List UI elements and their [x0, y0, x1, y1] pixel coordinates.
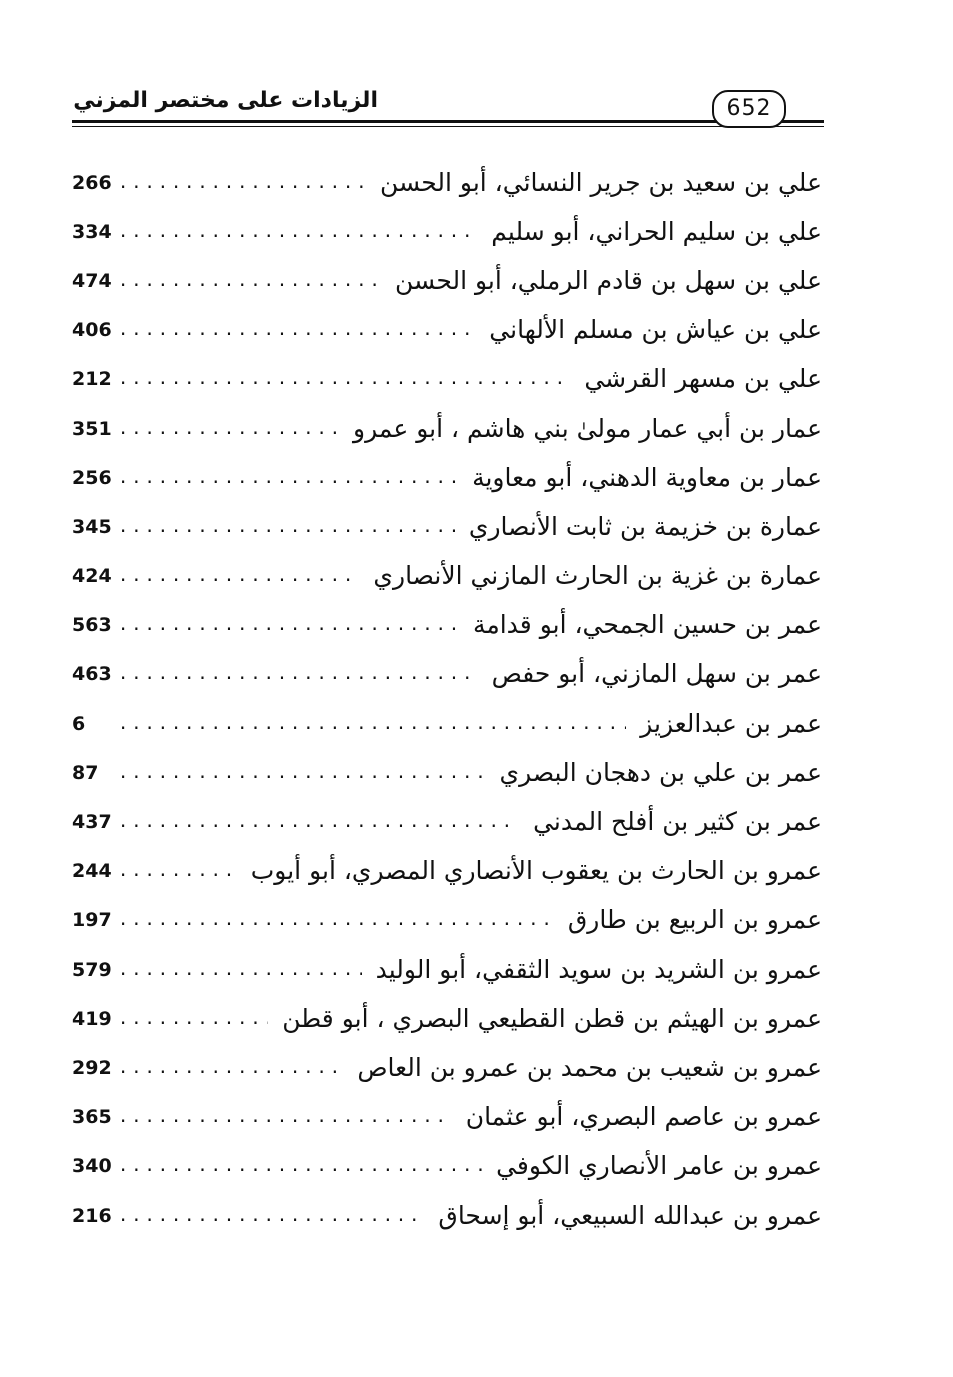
entry-page-number: 345 — [72, 515, 112, 538]
index-entry — [72, 797, 822, 846]
leader-dots — [118, 704, 626, 744]
leader-dots — [118, 310, 475, 350]
leader-dots — [118, 753, 486, 793]
entry-name: علي بن عياش بن مسلم الألهاني — [489, 315, 822, 345]
leader-dots — [118, 851, 237, 891]
entry-page-number: 244 — [72, 860, 112, 883]
leader-dots — [118, 802, 519, 842]
leader-dots — [118, 212, 477, 252]
index-entry — [72, 896, 822, 945]
leader-dots — [118, 950, 362, 990]
entry-name: علي بن سهل بن قادم الرملي، أبو الحسن — [394, 265, 822, 295]
index-entry — [72, 1093, 822, 1142]
index-entry — [72, 1191, 822, 1240]
header-rule-thick — [72, 120, 824, 123]
entry-page-number: 351 — [72, 417, 112, 440]
leader-dots — [118, 261, 381, 301]
leader-dots — [118, 458, 458, 498]
entry-name: عمر بن كثير بن أفلح المدني — [533, 807, 822, 837]
entry-name: علي بن سعيد بن جرير النسائي، أبو الحسن — [379, 167, 822, 197]
leader-dots — [118, 654, 478, 694]
leader-dots — [118, 1048, 343, 1088]
entry-page-number: 87 — [72, 761, 99, 784]
index-entry — [72, 306, 822, 355]
entry-name: علي بن مسهر القرشي — [584, 364, 822, 394]
index-entry — [72, 994, 822, 1043]
entry-page-number: 579 — [72, 958, 112, 981]
entry-page-number: 563 — [72, 614, 112, 637]
entry-page-number: 216 — [72, 1204, 112, 1227]
index-entry — [72, 650, 822, 699]
header-rule-thin — [72, 126, 824, 127]
entry-name: عمر بن علي بن دهجان البصري — [499, 757, 822, 787]
entry-page-number: 419 — [72, 1007, 112, 1030]
index-entry — [72, 847, 822, 896]
leader-dots — [118, 999, 268, 1039]
entry-page-number: 292 — [72, 1056, 112, 1079]
entry-page-number: 256 — [72, 466, 112, 489]
entry-page-number: 212 — [72, 368, 112, 391]
index-entry — [72, 256, 822, 305]
page-number: 652 — [712, 90, 786, 128]
index-entry — [72, 1142, 822, 1191]
entry-page-number: 6 — [72, 712, 86, 735]
index-entry — [72, 1043, 822, 1092]
entry-page-number: 334 — [72, 220, 112, 243]
entry-name: عمرو بن عامر الأنصاري الكوفي — [496, 1151, 822, 1181]
entry-page-number: 197 — [72, 909, 112, 932]
leader-dots — [118, 359, 570, 399]
entry-page-number: 437 — [72, 811, 112, 834]
leader-dots — [118, 1146, 482, 1186]
index-entry — [72, 601, 822, 650]
entry-name: عمرو بن الهيثم بن قطن القطيعي البصري ، أبو قطن — [282, 1003, 822, 1033]
running-header — [72, 80, 824, 130]
leader-dots — [118, 163, 366, 203]
entry-page-number: 463 — [72, 663, 112, 686]
entry-page-number: 340 — [72, 1155, 112, 1178]
entry-name: علي بن سليم الحراني، أبو سليم — [491, 216, 822, 246]
index-entry — [72, 502, 822, 551]
leader-dots — [118, 900, 554, 940]
leader-dots — [118, 507, 455, 547]
index-entry — [72, 453, 822, 502]
index-entry — [72, 355, 822, 404]
leader-dots — [118, 605, 459, 645]
entry-name: عمارة بن خزيمة بن ثابت الأنصاري — [468, 511, 822, 541]
index-entry — [72, 158, 822, 207]
leader-dots — [118, 1097, 452, 1137]
index-entry — [72, 552, 822, 601]
index-entry — [72, 945, 822, 994]
entry-name: عمر بن سهل المازني، أبو حفص — [491, 659, 822, 689]
leader-dots — [118, 556, 359, 596]
index-entry — [72, 207, 822, 256]
book-title: الزيادات على مختصر المزني — [72, 86, 384, 116]
entry-name: عمرو بن الربيع بن طارق — [567, 905, 822, 935]
entry-page-number: 266 — [72, 171, 112, 194]
index-entry — [72, 699, 822, 748]
index-entry — [72, 404, 822, 453]
entry-name: عمرو بن شعيب بن محمد بن عمرو بن العاص — [357, 1052, 822, 1082]
entry-name: عمرو بن عبدالله السبيعي، أبو إسحاق — [438, 1200, 822, 1230]
entry-name: عمرو بن الشريد بن سويد الثقفي، أبو الوليد — [375, 954, 822, 984]
entry-name: عمرو بن عاصم البصري، أبو عثمان — [465, 1102, 822, 1132]
entry-name: عمر بن حسين الجمحي، أبو قدامة — [472, 610, 822, 640]
entry-name: عمر بن عبدالعزيز — [640, 708, 822, 738]
entry-name: عمار بن معاوية الدهني، أبو معاوية — [472, 462, 822, 492]
entry-page-number: 406 — [72, 319, 112, 342]
entry-page-number: 474 — [72, 269, 112, 292]
leader-dots — [118, 1196, 424, 1236]
index-list — [72, 158, 822, 1240]
entry-page-number: 365 — [72, 1106, 112, 1129]
leader-dots — [118, 409, 339, 449]
entry-name: عمرو بن الحارث بن يعقوب الأنصاري المصري، أبو أيوب — [250, 856, 822, 886]
entry-name: عمار بن أبي عمار مولىٰ بني هاشم ، أبو عمرو — [353, 413, 822, 443]
entry-page-number: 424 — [72, 565, 112, 588]
index-entry — [72, 748, 822, 797]
entry-name: عمارة بن غزية بن الحارث المازني الأنصاري — [373, 561, 822, 591]
